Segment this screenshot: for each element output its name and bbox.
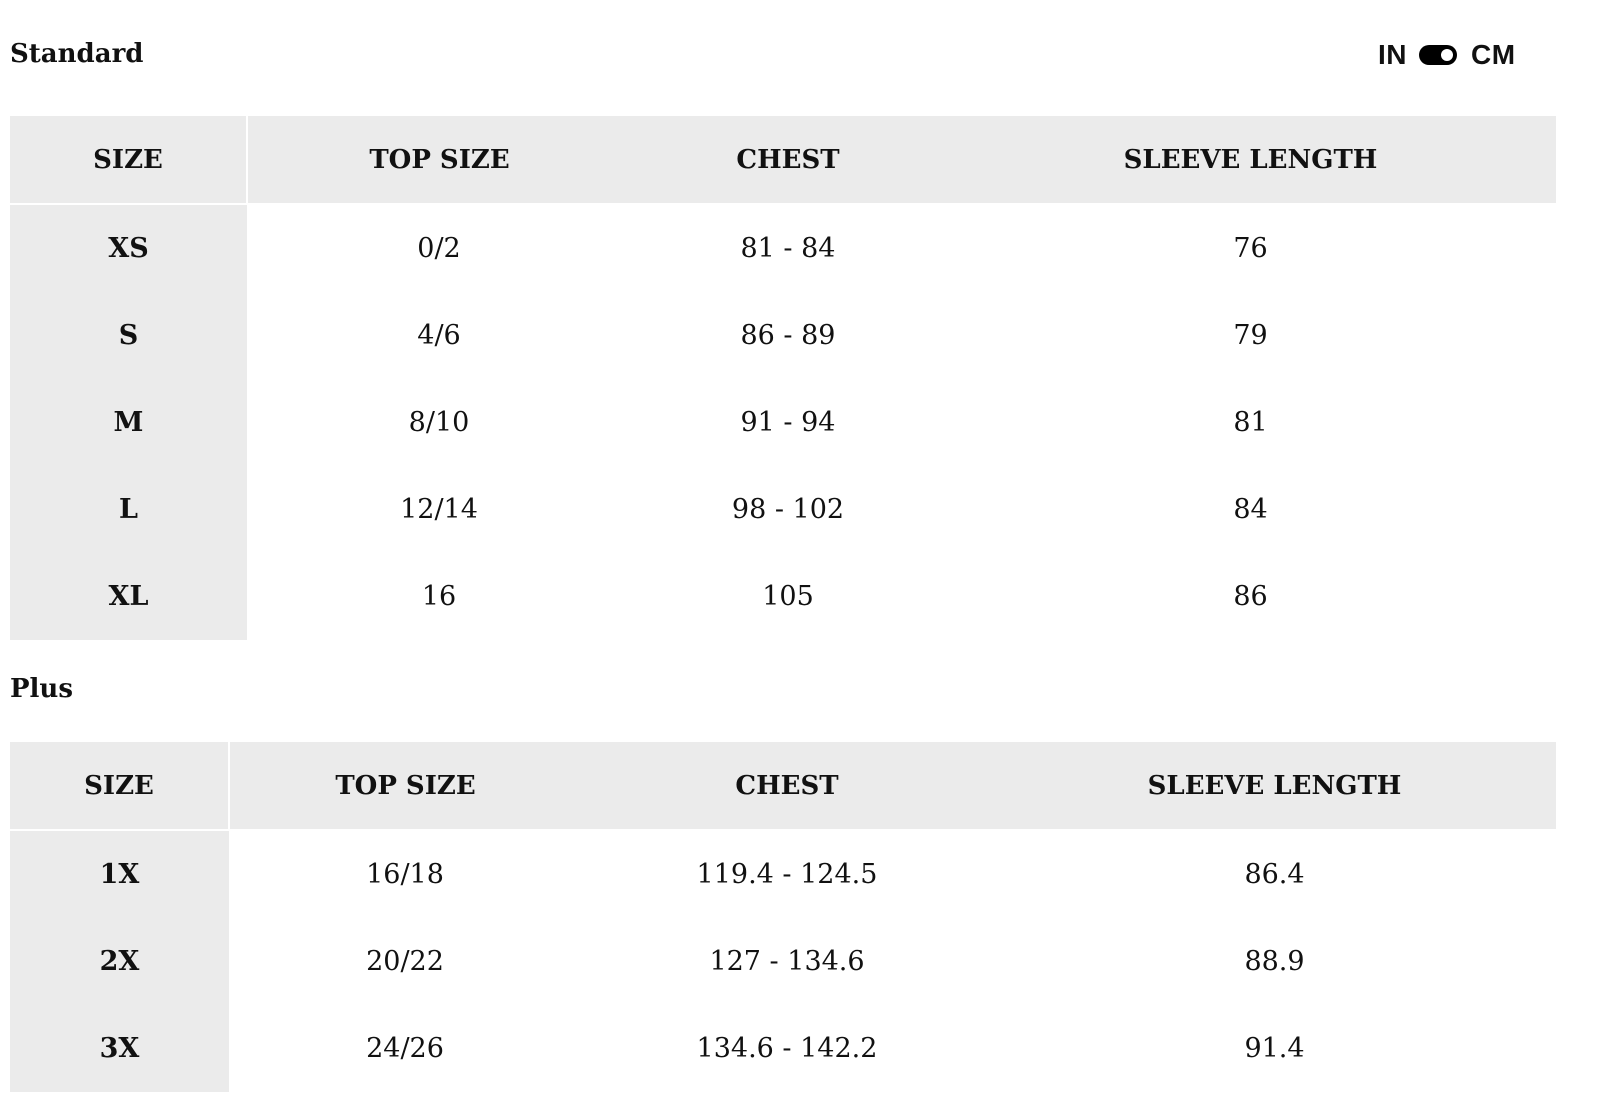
top-size-cell: 0/2 bbox=[417, 233, 461, 264]
size-table-standard bbox=[10, 116, 1556, 640]
header-size: SIZE bbox=[10, 742, 229, 830]
table-header-row bbox=[10, 116, 1556, 204]
table-row bbox=[10, 204, 1556, 292]
sleeve-length-cell: 81 bbox=[1233, 407, 1268, 438]
size-cell: L bbox=[10, 466, 247, 553]
top-size-cell: 8/10 bbox=[408, 407, 470, 438]
header-top-size: TOP SIZE bbox=[247, 116, 631, 204]
chest-cell: 134.6 - 142.2 bbox=[696, 1033, 878, 1064]
unit-switch[interactable] bbox=[1419, 45, 1457, 65]
table-row bbox=[10, 553, 1556, 640]
size-cell: XL bbox=[10, 553, 247, 640]
section-title-plus: Plus bbox=[10, 674, 73, 704]
header-chest: CHEST bbox=[631, 116, 945, 204]
chest-cell: 91 - 94 bbox=[740, 407, 836, 438]
table-row bbox=[10, 830, 1556, 918]
table-row bbox=[10, 292, 1556, 379]
sleeve-length-cell: 76 bbox=[1233, 233, 1268, 264]
chest-cell: 98 - 102 bbox=[731, 494, 845, 525]
size-cell: 3X bbox=[10, 1005, 229, 1092]
top-size-cell: 16 bbox=[421, 581, 457, 612]
size-cell: 2X bbox=[10, 918, 229, 1005]
header-chest: CHEST bbox=[581, 742, 993, 830]
table-row bbox=[10, 1005, 1556, 1092]
top-size-cell: 24/26 bbox=[366, 1033, 444, 1064]
top-size-cell: 20/22 bbox=[366, 946, 444, 977]
chest-cell: 127 - 134.6 bbox=[709, 946, 865, 977]
unit-label-cm[interactable]: CM bbox=[1471, 39, 1516, 70]
top-size-cell: 12/14 bbox=[400, 494, 478, 525]
size-cell: XS bbox=[10, 204, 247, 292]
chest-cell: 119.4 - 124.5 bbox=[696, 859, 878, 890]
size-cell: 1X bbox=[10, 830, 229, 918]
sleeve-length-cell: 88.9 bbox=[1244, 946, 1305, 977]
size-table-plus bbox=[10, 742, 1556, 1092]
sleeve-length-cell: 91.4 bbox=[1244, 1033, 1305, 1064]
unit-toggle bbox=[1378, 38, 1516, 72]
size-cell: S bbox=[10, 292, 247, 379]
header-top-size: TOP SIZE bbox=[229, 742, 581, 830]
table-header-row bbox=[10, 742, 1556, 830]
chest-cell: 81 - 84 bbox=[740, 233, 836, 264]
table-row bbox=[10, 379, 1556, 466]
section-title-standard: Standard bbox=[10, 39, 144, 69]
header-sleeve-length: SLEEVE LENGTH bbox=[993, 742, 1556, 830]
table-row bbox=[10, 466, 1556, 553]
table-row bbox=[10, 918, 1556, 1005]
sleeve-length-cell: 79 bbox=[1233, 320, 1268, 351]
top-size-cell: 4/6 bbox=[417, 320, 461, 351]
sleeve-length-cell: 86 bbox=[1233, 581, 1268, 612]
header-sleeve-length: SLEEVE LENGTH bbox=[945, 116, 1556, 204]
chest-cell: 86 - 89 bbox=[740, 320, 836, 351]
top-size-cell: 16/18 bbox=[366, 859, 444, 890]
header-size: SIZE bbox=[10, 116, 247, 204]
sleeve-length-cell: 86.4 bbox=[1244, 859, 1305, 890]
switch-knob-icon bbox=[1441, 49, 1453, 61]
size-cell: M bbox=[10, 379, 247, 466]
chest-cell: 105 bbox=[762, 581, 814, 612]
unit-label-in[interactable]: IN bbox=[1378, 39, 1407, 70]
sleeve-length-cell: 84 bbox=[1233, 494, 1268, 525]
